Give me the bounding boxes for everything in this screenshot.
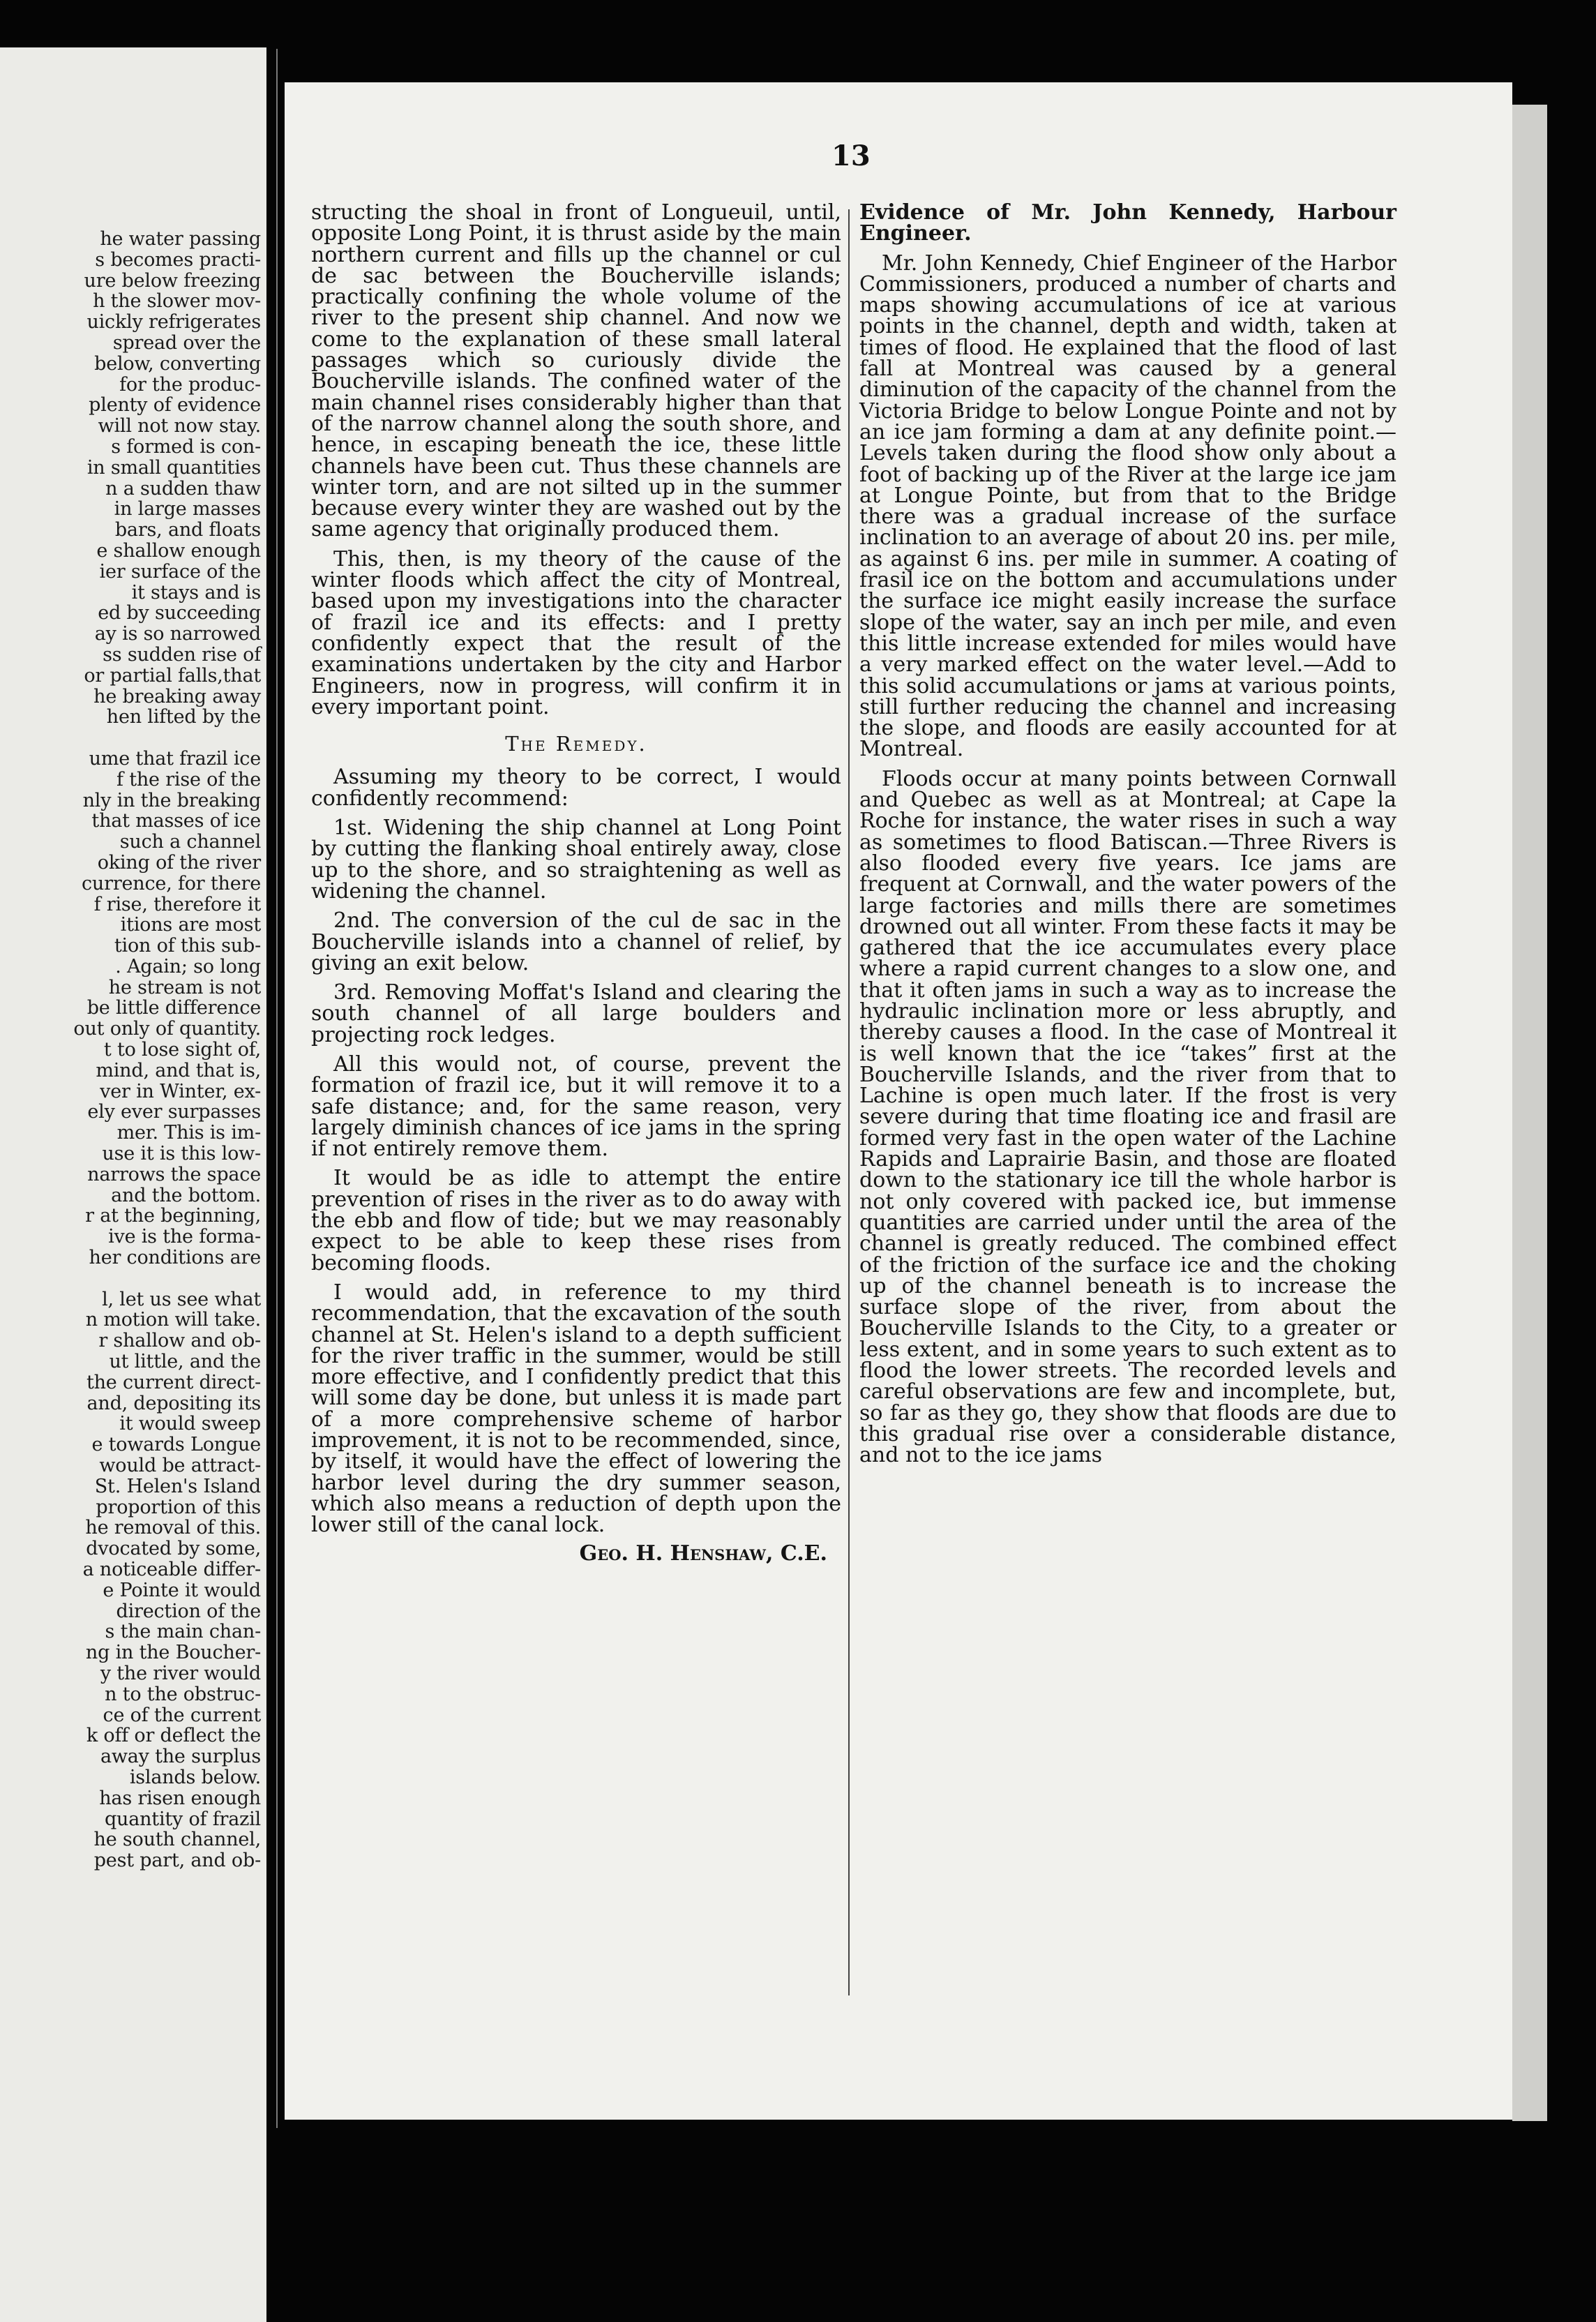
fragment-line: direction of the [116,1600,261,1622]
fragment-line: he water passing [100,228,261,250]
fragment-line: uickly refrigerates [86,311,261,334]
fragment-line: e shallow enough [96,539,261,562]
paragraph: 1st. Widening the ship channel at Long Point by cutting the flanking shoal entirely away, close up to the shore, and so straightening as well as widening the channel. [311,816,841,904]
fragment-line: or partial falls,that [84,664,261,687]
fragment-line: bars, and floats [114,519,261,541]
fragment-line: use it is this low- [102,1143,261,1165]
fragment-line: be little difference [86,997,261,1019]
fragment-line: dvocated by some, [86,1538,261,1560]
fragment-line: mer. This is im- [116,1122,261,1144]
fragment-line: e Pointe it would [103,1579,261,1601]
fragment-line: it stays and is [131,581,261,604]
fragment-line [0,1268,266,1289]
paragraph: 2nd. The conversion of the cul de sac in the Boucherville islands into a channel of relief, by giving an exit below. [311,908,841,975]
column-2 [859,202,1396,1467]
fragment-line: ier surface of the [99,560,261,583]
fragment-line: hen lifted by the [106,706,261,728]
fragment-line: currence, for there [82,872,261,894]
column-rule [848,209,850,1995]
fragment-line: k off or deflect the [86,1725,261,1747]
fragment-line: St. Helen's Island [94,1475,261,1497]
page-gutter [276,49,278,2128]
fragment-line: y the river would [100,1662,261,1684]
fragment-line: spread over the [112,331,261,354]
fragment-line: plenty of evidence [89,394,261,417]
fragment-line: such a channel [119,831,261,853]
fragment-line: below, converting [94,352,261,375]
paragraph: structing the shoal in front of Longueuil, until, opposite Long Point, it is thrust aside by the main northern current and fills up the channel or cul de sac between the Boucherville islands; practically confining the whole volume of the river to the present ship channel. And now we come to the explanation of these small lateral passages which so curiously divide the Boucherville islands. The confined water of the main channel rises considerably higher than that of the narrow channel along the south shore, and hence, in escaping beneath the ice, these little channels have been cut. Thus these channels are winter torn, and are not silted up in the summer because every winter they are washed out by the same agency that originally produced them. [311,200,841,542]
adjacent-page-fragment [0,47,266,2322]
fragment-line: that masses of ice [91,810,261,832]
author-signature: Geo. H. Henshaw, C.E. [579,1541,827,1566]
fragment-line: r shallow and ob- [98,1330,261,1352]
paragraph: I would add, in reference to my third recommendation, that the excavation of the south channel at St. Helen's island to a depth sufficient for the river traffic in the summer, would be still more effective, and I confidently predict that this will some day be done, but unless it is made part of a more comprehensive scheme of harbor improvement, it is not to be recommended, since, by itself, it would have the effect of lowering the harbor level during the dry summer season, which also means a reduction of depth upon the lower still of the canal lock. [311,1280,841,1538]
fragment-line: and, depositing its [86,1392,261,1414]
page-number: 13 [831,140,871,172]
fragment-line: islands below. [129,1766,261,1788]
fragment-line: has risen enough [99,1787,261,1809]
paragraph: This, then, is my theory of the cause of the winter floods which affect the city of Montreal, based upon my investigations into the character of frazil ice and its effects: and I pretty confidently expect that the result of the examinations undertaken by the city and Harbor Engineers, now in progress, will confirm it in every important point. [311,546,841,719]
fragment-line: away the surplus [100,1746,261,1768]
fragment-line: nly in the breaking [82,789,261,811]
fragment-line: out only of quantity. [73,1018,261,1040]
fragment-line: ure below freezing [84,269,261,292]
fragment-line: n a sudden thaw [105,477,261,500]
fragment-line: r at the beginning, [85,1205,261,1227]
fragment-line: s becomes practi- [95,248,261,271]
fragment-line: and the bottom. [111,1184,261,1206]
fragment-line: . Again; so long [115,955,261,978]
fragment-line: f the rise of the [116,768,261,791]
fragment-line: pest part, and ob- [93,1850,261,1872]
paragraph: 3rd. Removing Moffat's Island and clearing the south channel of all large boulders and projecting rock ledges. [311,980,841,1047]
fragment-line: the current direct- [86,1371,261,1393]
fragment-line: ely ever surpasses [87,1101,261,1123]
fragment-line: would be attract- [99,1455,261,1477]
fragment-line: s the main chan- [105,1621,261,1643]
fragment-line: ss sudden rise of [103,643,261,666]
fragment-line: in small quantities [86,456,261,479]
paragraph: Assuming my theory to be correct, I would confidently recommend: [311,765,841,811]
fragment-line: itions are most [120,914,261,936]
fragment-line: ver in Winter, ex- [100,1080,261,1102]
fragment-line: ay is so narrowed [94,623,261,645]
fragment-line: ume that frazil ice [89,747,261,770]
fragment-line: l, let us see what [102,1288,261,1310]
fragment-line: her conditions are [89,1247,261,1269]
section-heading: Evidence of Mr. John Kennedy, Harbour Engineer. [859,200,1396,246]
fragment-line: mind, and that is, [96,1059,261,1081]
fragment-line: ut little, and the [109,1351,261,1373]
section-heading: The Remedy. [505,732,647,756]
fragment-line: will not now stay. [98,415,261,437]
fragment-line: he stream is not [108,976,261,998]
fragment-line: a noticeable differ- [82,1559,261,1580]
fragment-line: tion of this sub- [114,935,261,957]
fragment-line: for the produc- [119,373,261,396]
fragment-line: oking of the river [97,851,261,874]
paragraph: Floods occur at many points between Cornwall and Quebec as well as at Montreal; at Cape la Roche for instance, the water rises in such a way as sometimes to flood Batiscan.—Three Rivers is also flooded every five years. Ice jams are frequent at Cornwall, and the water powers of the large factories and mills there are sometimes drowned out all winter. From these facts it may be gathered that the ice accumulates every place where a rapid current changes to a slow one, and that it often jams in such a way as to increase the hydraulic inclination more or less abruptly, and thereby causes a flood. In the case of Montreal it is well known that the ice “takes” first at the Boucherville Islands, and the river from that to Lachine is open much later. If the frost is very severe during that time floating ice and frasil are formed very fast in the open water of the Lachine Rapids and Laprairie Basin, and those are floated down to the stationary ice till the whole harbor is not only covered with packed ice, but immense quantities are carried under until the area of the channel is greatly reduced. The combined effect of the friction of the surface ice and the choking up of the channel beneath is to increase the surface slope of the river, from about the Boucherville Islands to the City, to a greater or less extent, and in some years to such extent as to flood the lower streets. The recorded levels and careful observations are few and incomplete, but, so far as they go, they show that floods are due to this gradual rise over a considerable distance, and not to the ice jams [859,766,1396,1468]
fragment-line: ed by succeeding [98,602,261,624]
fragment-line: he south channel, [93,1829,261,1851]
paragraph: Mr. John Kennedy, Chief Engineer of the Harbor Commissioners, produced a number of charts and maps showing accumulations of ice at various points in the channel, depth and width, taken at times of flood. He explained that the flood of last fall at Montreal was caused by a general diminution of the capacity of the channel from the Victoria Bridge to below Longue Pointe and not by an ice jam forming a dam at any definite point.—Levels taken during the flood show only about a foot of backing up of the River at the large ice jam at Longue Pointe, but from that to the Bridge there was a gradual increase of the surface inclination to an average of about 20 ins. per mile, as against 6 ins. per mile in summer. A coating of frasil ice on the bottom and accumulations under the surface ice might easily increase the surface slope of the water, say an inch per mile, and even this little increase extended for miles would have a very marked effect on the water level.—Add to this solid accumulations or jams at various points, still further reducing the channel and increasing the slope, and floods are easily accounted for at Montreal. [859,250,1397,762]
fragment-line: he breaking away [93,685,261,707]
fragment-line: quantity of frazil [104,1808,261,1830]
fragment-line: ce of the current [103,1704,261,1726]
fragment-line: it would sweep [119,1413,261,1435]
fragment-line: s formed is con- [111,435,261,458]
fragment-line: t to lose sight of, [103,1039,261,1061]
page-edge [1512,105,1547,2121]
fragment-line: n to the obstruc- [105,1683,261,1705]
fragment-line: in large masses [114,498,261,520]
fragment-line: n motion will take. [85,1309,261,1331]
fragment-line [0,728,266,749]
fragment-line: f rise, therefore it [93,893,261,915]
fragment-line: he removal of this. [85,1517,261,1539]
fragment-line: h the slower mov- [93,290,261,313]
paragraph: All this would not, of course, prevent the formation of frazil ice, but it will remove it to a safe distance; and, for the same reason, very largely diminish chances of ice jams in the spring if not entirely remove them. [311,1051,841,1162]
paragraph: It would be as idle to attempt the entire prevention of rises in the river as to do away with the ebb and flow of tide; but we may reasonably expect to be able to keep these rises from becoming floods. [311,1166,841,1275]
fragment-line: proportion of this [96,1496,261,1518]
column-1 [311,202,841,1564]
fragment-line: ng in the Boucher- [85,1642,261,1664]
fragment-line: ive is the forma- [108,1226,261,1248]
fragment-line: e towards Longue [91,1434,261,1456]
fragment-line: narrows the space [87,1163,261,1185]
